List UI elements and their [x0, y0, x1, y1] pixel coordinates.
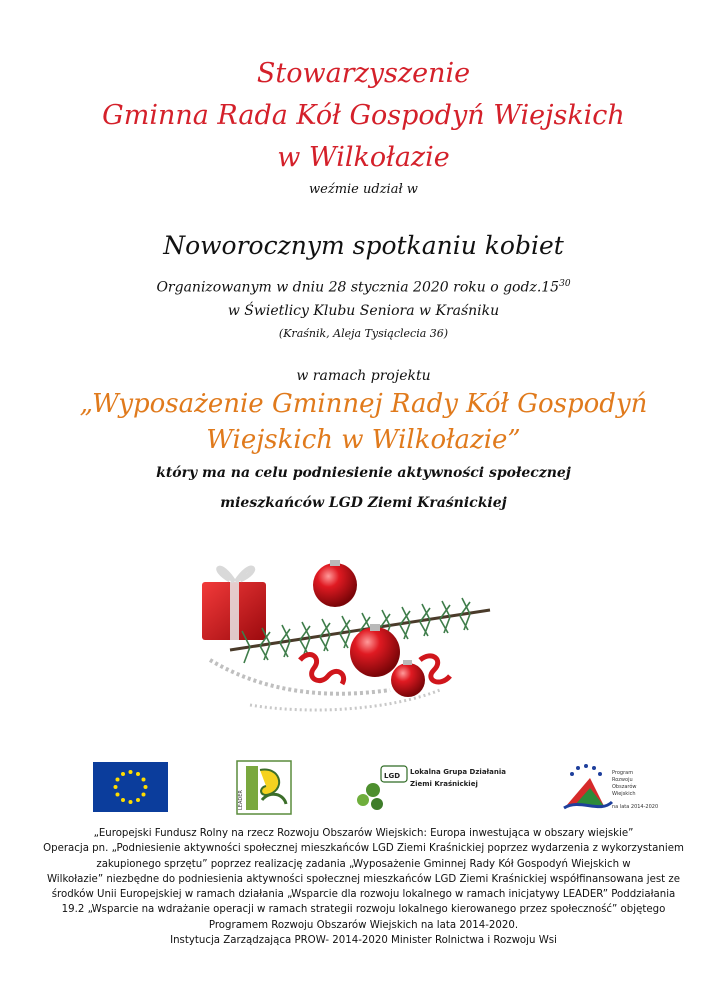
prow-line2: Rozwoju — [612, 777, 633, 783]
take-part-text: weźmie udział w — [309, 182, 418, 197]
prow-line5: na lata 2014-2020 — [612, 804, 659, 810]
footer-line: środków Unii Europejskiej w ramach działania „Wsparcie dla rozwoju lokalnego w ramach inicjatywy LEADER” Poddziałania — [51, 889, 676, 901]
org-name-line2: Gminna Rada Kół Gospodyń Wiejskich — [102, 100, 625, 131]
ornament-ball-small — [391, 663, 425, 697]
footer-line: Wilkołazie” niezbędne do podniesienia aktywności społecznej mieszkańców LGD Ziemi Kraśnickiej współfinansowana jest ze — [46, 873, 681, 885]
project-goal-line2: mieszkańców LGD Ziemi Kraśnickiej — [220, 495, 507, 511]
eu-flag-icon — [93, 762, 168, 812]
org-name-line1: Stowarzyszenie — [256, 58, 471, 89]
footer-line: „Europejski Fundusz Rolny na rzecz Rozwoju Obszarów Wiejskich: Europa inwestująca w obszary wiejskie” — [93, 828, 634, 839]
lgd-line2: Ziemi Kraśnickiej — [410, 780, 478, 788]
lgd-abbr: LGD — [384, 772, 401, 780]
footer-line: Programem Rozwoju Obszarów Wiejskich na lata 2014-2020. — [208, 919, 519, 931]
leader-logo-icon — [236, 760, 292, 815]
footer-line: zakupionego sprzętu” poprzez realizację zadania „Wyposażenie Gminnej Rady Kół Gospodyń Wiejskich w — [96, 858, 631, 870]
project-goal-line1: który ma na celu podniesienie aktywności społecznej — [156, 465, 571, 481]
prow-line3: Obszarów — [612, 784, 637, 790]
funding-footer — [0, 826, 727, 948]
prow-line1: Program — [612, 770, 634, 776]
lgd-logo-icon — [355, 760, 505, 815]
footer-line: 19.2 „Wsparcie na wdrażanie operacji w ramach strategii rozwoju lokalnego kierowanego przez społeczność” objętego — [61, 904, 666, 916]
ornament-ball-top — [313, 563, 357, 607]
project-title-line2: Wiejskich w Wilkołazie” — [206, 425, 521, 455]
christmas-ornaments-image — [190, 540, 530, 730]
event-title: Noworocznym spotkaniu kobiet — [163, 231, 564, 260]
ornament-ball-center — [350, 627, 400, 677]
event-time-minutes: 30 — [559, 279, 571, 289]
lgd-line1: Lokalna Grupa Działania — [410, 768, 506, 776]
event-date-text: Organizowanym w dniu 28 stycznia 2020 roku o godz.15 — [156, 279, 560, 296]
project-intro: w ramach projektu — [296, 368, 431, 384]
event-venue: w Świetlicy Klubu Seniora w Kraśniku — [227, 303, 500, 319]
leader-logo-text: LEADER — [238, 790, 244, 810]
event-address: (Kraśnik, Aleja Tysiąclecia 36) — [278, 327, 449, 340]
org-name-line3: w Wilkołazie — [277, 142, 450, 173]
event-date — [0, 279, 727, 296]
project-title-line1: „Wyposażenie Gminnej Rady Kół Gospodyń — [79, 389, 648, 419]
prow-logo-icon — [560, 758, 659, 818]
prow-line4: Wiejskich — [612, 791, 636, 797]
footer-line: Instytucja Zarządzająca PROW- 2014-2020 Minister Rolnictwa i Rozwoju Wsi — [170, 935, 557, 947]
footer-line: Operacja pn. „Podniesienie aktywności społecznej mieszkańców LGD Ziemi Kraśnickiej poprzez wydarzenia z wykorzystaniem — [43, 843, 684, 855]
